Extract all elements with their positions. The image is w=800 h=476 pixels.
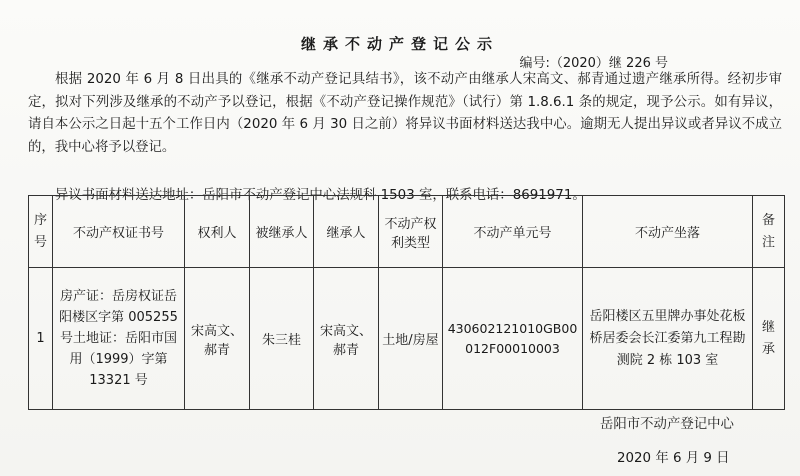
cell-decedent: 朱三桂 [250,268,314,410]
header-right-type: 不动产权利类型 [379,196,443,268]
table-row [29,268,785,410]
cell-remark: 继承 [753,268,785,410]
header-owner: 权利人 [185,196,250,268]
cell-owner: 宋高文、郝青 [185,268,250,410]
issuer-name: 岳阳市不动产登记中心 [600,417,734,432]
cell-seq: 1 [29,268,53,410]
header-remark: 备注 [753,196,785,268]
header-decedent: 被继承人 [250,196,314,268]
cell-location: 岳阳楼区五里牌办事处花板桥居委会长江委第九工程勘测院 2 栋 103 室 [583,268,753,410]
issue-date: 2020 年 6 月 9 日 [617,451,730,466]
announcement-table [28,195,785,410]
header-cert: 不动产权证书号 [53,196,185,268]
header-unit-no: 不动产单元号 [443,196,583,268]
document-title: 继承不动产登记公示 [300,35,499,53]
cell-cert: 房产证：岳房权证岳阳楼区字第 005255 号土地证：岳阳市国用（1999）字第 13321 号 [53,268,185,410]
document-number: 编号:（2020）继 226 号 [519,56,668,71]
header-heir: 继承人 [314,196,379,268]
announcement-body: 根据 2020 年 6 月 8 日出具的《继承不动产登记具结书》，该不动产由继承人宋高文、郝青通过遗产继承所得。经初步审定，拟对下列涉及继承的不动产予以登记，根据《不动产登记操作规范》（试行）第 1.8.6.1 条的规定，现予公示。如有异议，请自本公示之日起十五个工作日内（2020 年 6 月 30 日之前）将异议书面材料送达我中心。逾期无人提出异议或者异议不成立的，我中心将予以登记。 [28,72,782,155]
header-location: 不动产坐落 [583,196,753,268]
cell-heir: 宋高文、郝青 [314,268,379,410]
cell-unit-no: 430602121010GB00012F00010003 [443,268,583,410]
cell-right-type: 土地/房屋 [379,268,443,410]
header-seq: 序号 [29,196,53,268]
objection-address: 异议书面材料送达地址：岳阳市不动产登记中心法规科 1503 室，联系电话：8691971。 [55,188,586,203]
table-header-row [29,196,785,268]
